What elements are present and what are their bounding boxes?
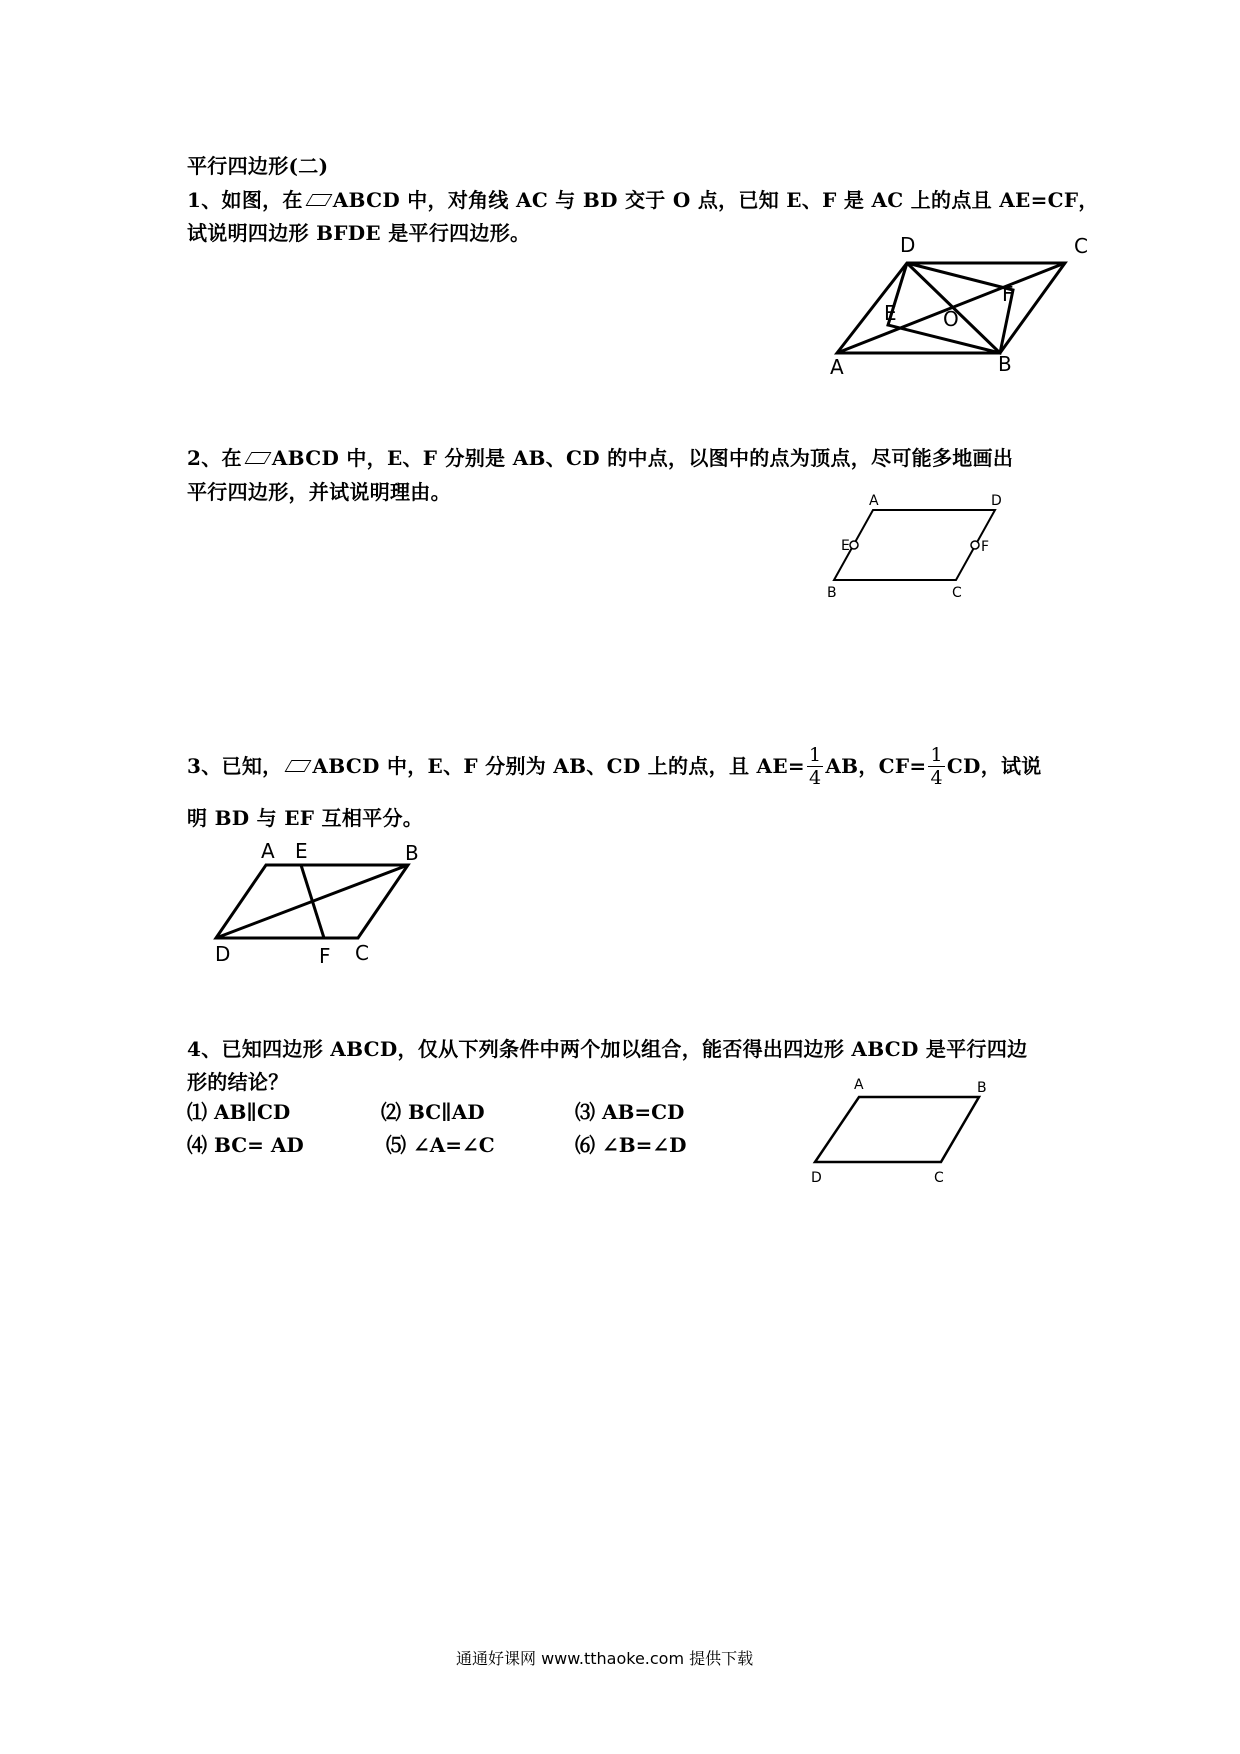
q3-fraction-1 <box>807 744 823 789</box>
parallelogram-symbol-icon <box>244 452 271 464</box>
q3-label-f: F <box>319 944 331 968</box>
q4-label-d: D <box>811 1170 822 1186</box>
q3-part1: 3、已知， <box>187 753 283 778</box>
q1-label-e: E <box>884 301 897 325</box>
q2-line2: 平行四边形，并试说明理由。 <box>187 480 451 504</box>
q1-label-o: O <box>943 307 959 331</box>
q4-label-b: B <box>977 1080 987 1096</box>
q2-label-e: E <box>841 538 850 554</box>
q3-part4: CD，试说 <box>946 753 1042 778</box>
q3-frac1-num: 1 <box>808 743 822 766</box>
q1-line2: 试说明四边形 BFDE 是平行四边形。 <box>187 221 531 245</box>
q1-line1-prefix: 1、如图，在 <box>187 188 303 212</box>
q3-frac1-den: 4 <box>808 766 822 789</box>
q4-condition-5: ⑸ ∠A=∠C <box>386 1133 495 1157</box>
q2-line1 <box>187 442 1013 475</box>
q3-line2: 明 BD 与 EF 互相平分。 <box>187 806 424 830</box>
q2-point-e <box>850 541 858 549</box>
q2-point-f <box>971 541 979 549</box>
q3-label-b: B <box>405 841 419 865</box>
q4-line2: 形的结论？ <box>187 1070 289 1094</box>
footer-note: 通通好课网 www.tthaoke.com 提供下载 <box>456 1649 754 1668</box>
q3-fraction-2 <box>928 744 944 789</box>
q4-figure <box>800 1070 1020 1190</box>
q1-line1 <box>187 184 1099 217</box>
q2-label-b: B <box>827 585 837 600</box>
q3-part3: AB，CF= <box>825 753 927 778</box>
q3-label-e: E <box>295 839 308 863</box>
q1-label-c: C <box>1074 234 1088 258</box>
q1-label-f: F <box>1002 282 1014 306</box>
q3-part2: ABCD 中，E、F 分别为 AB、CD 上的点，且 AE= <box>312 753 805 778</box>
q2-line1-prefix: 2、在 <box>187 446 242 470</box>
q1-label-a: A <box>830 355 844 379</box>
q2-label-f: F <box>981 539 990 555</box>
q3-frac2-den: 4 <box>930 766 943 789</box>
q4-condition-4: ⑷ BC= AD <box>187 1133 304 1157</box>
q2-label-d: D <box>991 493 1002 509</box>
q2-label-c: C <box>952 585 962 600</box>
q4-label-c: C <box>934 1170 944 1186</box>
q4-parallelogram <box>815 1097 979 1162</box>
q3-figure <box>200 835 430 970</box>
q4-condition-6: ⑹ ∠B=∠D <box>575 1133 687 1157</box>
q4-label-a: A <box>854 1077 864 1093</box>
parallelogram-symbol-icon <box>305 194 332 206</box>
q1-label-b: B <box>998 352 1012 376</box>
q2-label-a: A <box>869 493 879 509</box>
q1-line1-body: ABCD 中，对角线 AC 与 BD 交于 O 点，已知 E、F 是 AC 上的点且 AE=CF， <box>332 188 1099 212</box>
q4-condition-3: ⑶ AB=CD <box>575 1100 685 1124</box>
page-title: 平行四边形(二) <box>187 154 329 178</box>
q4-condition-2: ⑵ BC∥AD <box>381 1100 485 1124</box>
q3-label-a: A <box>261 839 275 863</box>
q3-label-d: D <box>215 942 231 966</box>
parallelogram-symbol-icon <box>285 760 312 772</box>
q3-label-c: C <box>355 941 369 965</box>
q1-label-d: D <box>900 233 916 257</box>
q4-line1: 4、已知四边形 ABCD，仅从下列条件中两个加以组合，能否得出四边形 ABCD 是平行四边 <box>187 1037 1028 1061</box>
q3-frac2-num: 1 <box>930 743 943 766</box>
q3-line1 <box>187 738 1042 794</box>
q3-segment-ef <box>301 865 324 938</box>
q2-line1-body: ABCD 中，E、F 分别是 AB、CD 的中点，以图中的点为顶点，尽可能多地画出 <box>271 446 1014 470</box>
q1-figure <box>820 230 1100 390</box>
q2-figure <box>820 490 1020 600</box>
q4-condition-1: ⑴ AB∥CD <box>187 1100 291 1124</box>
